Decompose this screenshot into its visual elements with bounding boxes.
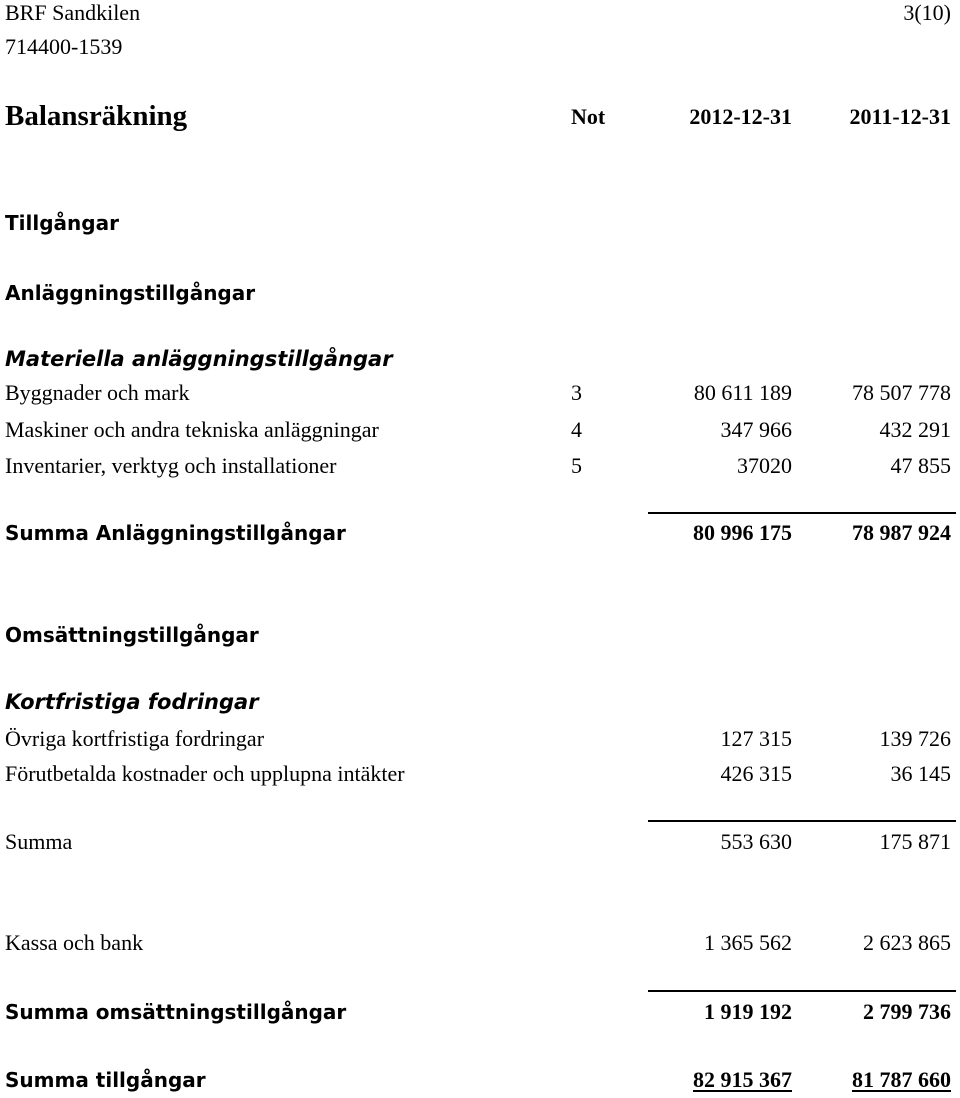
tangible-assets-subheading: Materiella anläggningstillgångar — [5, 347, 393, 371]
current-assets-total-label: Summa omsättningstillgångar — [5, 1000, 347, 1024]
current-assets-total-current: 1 919 192 — [704, 999, 792, 1024]
total-rule — [648, 820, 956, 822]
row-label: Inventarier, verktyg och installationer — [5, 453, 337, 478]
row-previous: 78 507 778 — [852, 380, 951, 405]
cash-previous: 2 623 865 — [863, 930, 951, 955]
row-label: Byggnader och mark — [5, 380, 190, 405]
row-current: 80 611 189 — [693, 380, 792, 405]
org-number: 714400-1539 — [5, 34, 123, 59]
row-previous: 36 145 — [890, 761, 951, 786]
row-label: Maskiner och andra tekniska anläggningar — [5, 417, 379, 442]
current-assets-total-previous: 2 799 736 — [863, 999, 951, 1024]
fixed-assets-total-previous: 78 987 924 — [852, 520, 951, 545]
row-note: 4 — [571, 417, 582, 442]
total-assets-label: Summa tillgångar — [5, 1068, 206, 1092]
fixed-assets-total-current: 80 996 175 — [693, 520, 792, 545]
total-rule — [648, 990, 956, 992]
row-previous: 139 726 — [879, 726, 951, 751]
total-assets-current: 82 915 367 — [693, 1067, 792, 1092]
receivables-subtotal-current: 553 630 — [720, 829, 792, 854]
assets-heading: Tillgångar — [5, 211, 119, 235]
column-header-note: Not — [571, 104, 606, 129]
total-assets-previous: 81 787 660 — [852, 1067, 951, 1092]
page-number: 3(10) — [903, 0, 951, 25]
row-current: 426 315 — [720, 761, 792, 786]
report-title: Balansräkning — [5, 100, 188, 132]
row-note: 3 — [571, 380, 582, 405]
fixed-assets-total-label: Summa Anläggningstillgångar — [5, 521, 346, 545]
receivables-subtotal-label: Summa — [5, 829, 73, 854]
row-current: 127 315 — [720, 726, 792, 751]
receivables-subheading: Kortfristiga fodringar — [5, 690, 259, 714]
cash-label: Kassa och bank — [5, 930, 144, 955]
receivables-subtotal-previous: 175 871 — [879, 829, 951, 854]
cash-current: 1 365 562 — [704, 930, 792, 955]
row-note: 5 — [571, 453, 582, 478]
row-previous: 47 855 — [890, 453, 951, 478]
company-name: BRF Sandkilen — [5, 0, 141, 25]
column-header-current: 2012-12-31 — [689, 104, 792, 129]
row-current: 347 966 — [720, 417, 792, 442]
row-label: Övriga kortfristiga fordringar — [5, 726, 265, 751]
total-rule — [648, 512, 956, 514]
current-assets-heading: Omsättningstillgångar — [5, 623, 259, 647]
row-previous: 432 291 — [879, 417, 951, 442]
fixed-assets-heading: Anläggningstillgångar — [5, 281, 256, 305]
row-label: Förutbetalda kostnader och upplupna intäkter — [5, 761, 405, 786]
column-header-previous: 2011-12-31 — [849, 104, 951, 129]
row-current: 37020 — [737, 453, 792, 478]
